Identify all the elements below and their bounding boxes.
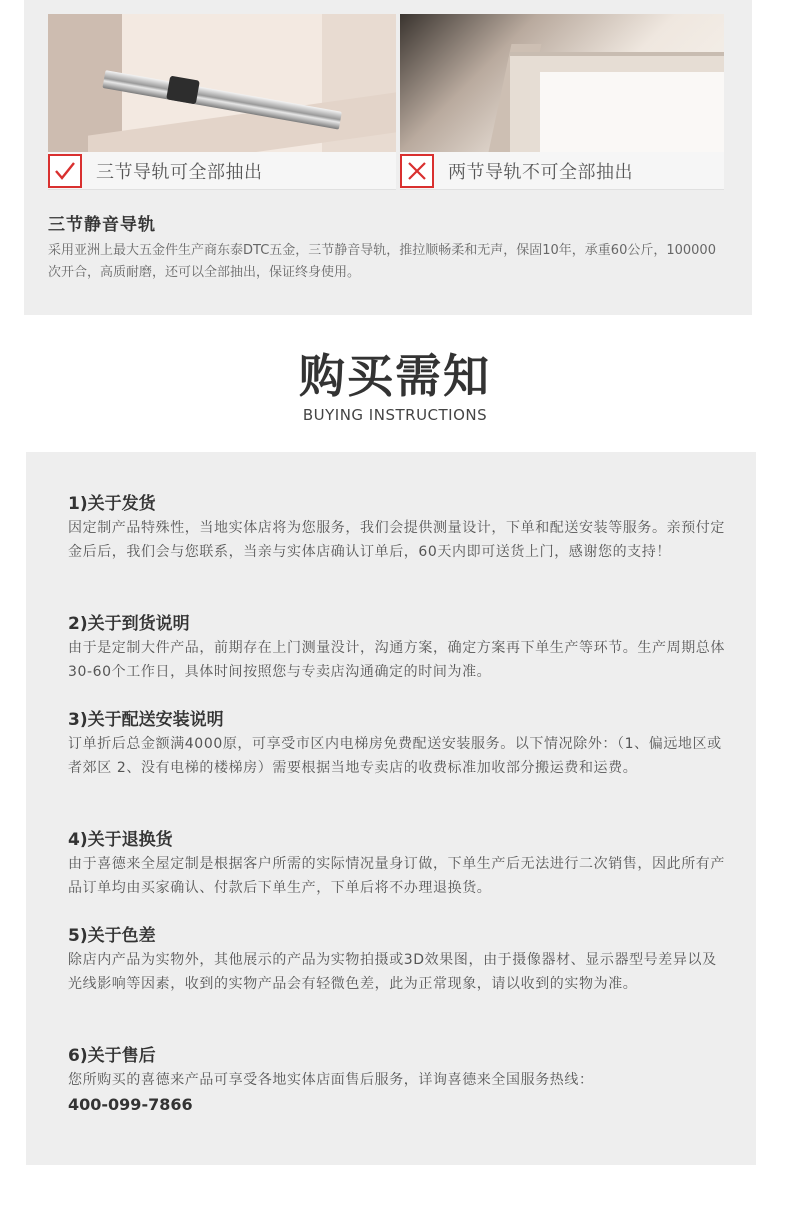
instruction-body: 由于喜德来全屋定制是根据客户所需的实际情况量身订做，下单生产后无法进行二次销售，因此所有产品订单均由买家确认、付款后下单生产，下单后将不办理退换货。 [68,856,725,896]
instruction-body: 由于是定制大件产品，前期存在上门测量没计，沟通方案，确定方案再下单生产等环节。生产周期总体30-60个工作日，具体时间按照您与专卖店沟通确定的时间为准。 [68,640,725,680]
three-section-rail-photo [48,14,396,152]
instruction-title: 1)关于发货 [68,494,156,514]
rail-feature-section [24,0,752,315]
instruction-returns [68,828,728,900]
heading-english: BUYING INSTRUCTIONS [302,406,488,424]
cross-icon [400,154,434,188]
heading-chinese: 购买需知 [299,349,491,403]
instruction-title: 4)关于退换货 [68,830,173,850]
instruction-title: 2)关于到货说明 [68,614,190,634]
instruction-arrival [68,612,728,684]
instruction-title: 6)关于售后 [68,1046,156,1066]
instruction-after-sales [68,1044,728,1118]
two-section-rail-photo [400,14,724,152]
instruction-title: 3)关于配送安装说明 [68,710,224,730]
instructions-panel [26,452,756,1165]
instruction-delivery [68,708,728,780]
instruction-body: 订单折后总金额满4000原，可享受市区内电梯房免费配送安装服务。以下情况除外：（1、偏远地区或者郊区 2、没有电梯的楼梯房）需要根据当地专卖店的收费标准加收部分搬运费和运费。 [68,736,722,776]
instruction-title: 5)关于色差 [68,926,156,946]
instruction-body: 除店内产品为实物外，其他展示的产品为实物拍摄或3D效果图，由于摄像器材、显示器型号差异以及光线影响等因素，收到的实物产品会有轻微色差，此为正常现象，请以收到的实物为准。 [68,952,717,992]
instruction-body: 您所购买的喜德来产品可享受各地实体店面售后服务，详询喜德来全国服务热线： [68,1072,594,1088]
good-rail-caption [48,152,396,190]
instruction-body: 因定制产品特殊性，当地实体店将为您服务，我们会提供测量设计，下单和配送安装等服务。亲预付定金后后，我们会与您联系，当亲与实体店确认订单后，60天内即可送货上门，感谢您的支持！ [68,520,725,560]
instruction-color-difference [68,924,728,996]
instruction-shipping [68,492,728,564]
rail-description: 采用亚洲上最大五金件生产商东泰DTC五金，三节静音导轨，推拉顺畅柔和无声，保固10年，承重60公斤，100000次开合，高质耐磨，还可以全部抽出，保证终身使用。 [48,243,716,280]
service-hotline: 400-099-7866 [68,1095,193,1114]
rail-title: 三节静音导轨 [48,215,156,235]
good-rail-caption-text: 三节导轨可全部抽出 [96,161,263,183]
bad-rail-caption [400,152,724,190]
buying-instructions-heading [0,348,790,424]
bad-rail-caption-text: 两节导轨不可全部抽出 [448,161,633,183]
check-icon [48,154,82,188]
